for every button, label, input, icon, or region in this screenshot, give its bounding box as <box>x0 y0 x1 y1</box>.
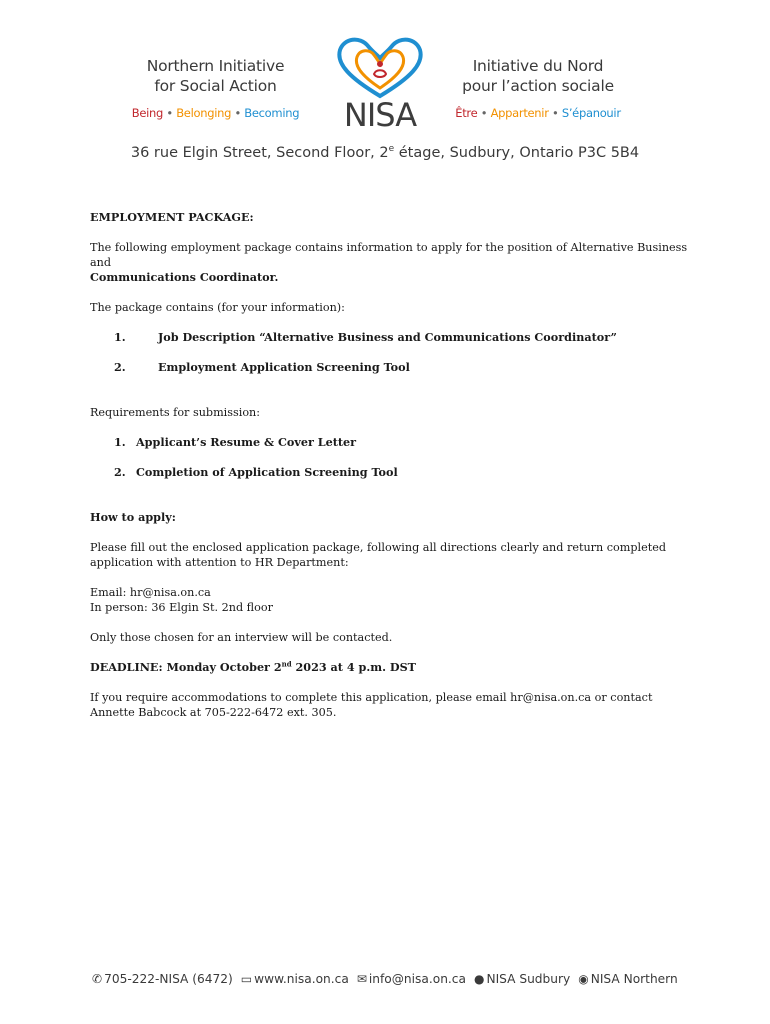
list-item <box>90 330 690 345</box>
interview-note: Only those chosen for an interview will be contacted. <box>90 631 393 644</box>
position-title: Communications Coordinator. <box>90 270 279 284</box>
tagline-word: Belonging <box>176 106 232 120</box>
intro-text: The following employment package contains information to apply for the position of Alternative Business and <box>90 241 688 269</box>
footer-email: info@nisa.on.ca <box>368 972 466 986</box>
tagline-word: S’épanouir <box>561 106 621 120</box>
tagline-dot: • <box>234 106 241 120</box>
tagline-word: Becoming <box>244 106 300 120</box>
list-item <box>90 435 690 450</box>
tagline-word: Appartenir <box>490 106 549 120</box>
computer-icon: ▭ <box>240 972 253 986</box>
how-to-apply-heading: How to apply: <box>90 510 176 524</box>
tagline-dot: • <box>480 106 488 120</box>
address-part: étage, Sudbury, Ontario P3C 5B4 <box>394 144 640 161</box>
footer-website: www.nisa.on.ca <box>254 972 349 986</box>
deadline-text: DEADLINE: Monday October 2 <box>90 660 282 674</box>
org-name-fr-line2: pour l’action sociale <box>462 77 614 95</box>
accommodation-paragraph <box>90 690 690 720</box>
contact-paragraph <box>90 585 690 615</box>
tripadvisor-icon: ◉ <box>578 972 589 986</box>
tagline-word: Being <box>131 106 164 120</box>
document-body <box>90 210 690 720</box>
phone-icon: ✆ <box>92 972 103 986</box>
org-name-en-line2: for Social Action <box>154 77 277 95</box>
list-number: 1. <box>114 330 126 344</box>
address-line <box>0 144 770 161</box>
tagline-dot: • <box>551 106 559 120</box>
deadline-line <box>90 660 690 675</box>
footer-social-sudbury: NISA Sudbury <box>486 972 571 986</box>
deadline-text: 2023 at 4 p.m. DST <box>291 660 416 674</box>
facebook-icon: ● <box>473 972 485 986</box>
footer-social-northern: NISA Northern <box>590 972 678 986</box>
footer-contact-bar <box>92 972 692 986</box>
list-text: Completion of Application Screening Tool <box>136 465 398 479</box>
contains-label: The package contains (for your information): <box>90 301 345 314</box>
tagline-dot: • <box>166 106 173 120</box>
list-text: Applicant’s Resume & Cover Letter <box>136 435 357 449</box>
requirements-label: Requirements for submission: <box>90 406 261 419</box>
instructions-line: Please fill out the enclosed application package, following all directions clearly and return completed <box>90 541 667 554</box>
hearts-logo-icon <box>330 34 430 100</box>
list-text: Job Description “Alternative Business and Communications Coordinator” <box>158 330 617 344</box>
list-item <box>90 465 690 480</box>
logo-wordmark: NISA <box>343 96 417 134</box>
instructions-line: application with attention to HR Department: <box>90 556 349 569</box>
tagline-english <box>128 106 303 120</box>
tagline-word: Être <box>455 106 478 120</box>
intro-paragraph <box>90 240 690 285</box>
list-number: 2. <box>114 360 126 374</box>
deadline-superscript: nd <box>281 659 292 669</box>
nisa-logo <box>330 34 430 138</box>
org-name-fr-line1: Initiative du Nord <box>472 57 604 75</box>
tagline-french <box>447 106 629 120</box>
accommodation-line: If you require accommodations to complete this application, please email hr@nisa.on.ca or contact <box>90 691 653 704</box>
org-name-en-line1: Northern Initiative <box>146 57 285 75</box>
mail-icon: ✉ <box>356 972 367 986</box>
list-number: 2. <box>114 465 126 479</box>
footer-phone: 705-222-NISA (6472) <box>104 972 233 986</box>
instructions-paragraph <box>90 540 690 570</box>
list-text: Employment Application Screening Tool <box>158 360 410 374</box>
email-line: Email: hr@nisa.on.ca <box>90 586 211 599</box>
in-person-line: In person: 36 Elgin St. 2nd floor <box>90 601 273 614</box>
list-item <box>90 360 690 375</box>
list-number: 1. <box>114 435 126 449</box>
org-name-french <box>447 56 629 120</box>
address-part: 36 rue Elgin Street, Second Floor, 2 <box>130 144 389 161</box>
address-superscript: e <box>388 144 395 154</box>
org-name-english <box>128 56 303 120</box>
accommodation-line: Annette Babcock at 705-222-6472 ext. 305. <box>90 706 337 719</box>
section-heading: EMPLOYMENT PACKAGE: <box>90 210 254 224</box>
